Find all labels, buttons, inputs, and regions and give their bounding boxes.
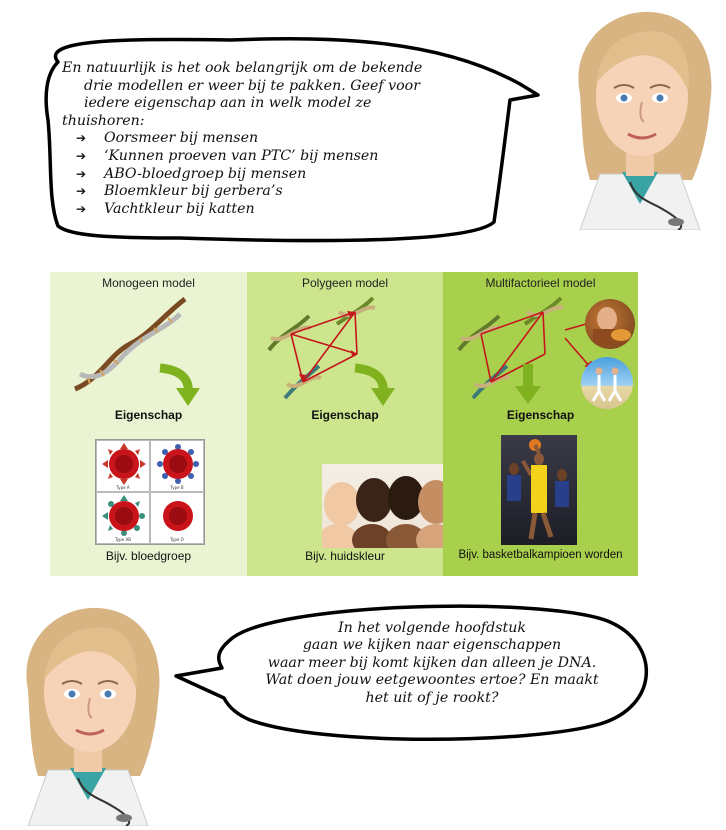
red-blood-cell-icon bbox=[151, 441, 205, 487]
blood-cell-a: Type A bbox=[96, 440, 150, 492]
bubble-intro-line-3: iedere eigenschap aan in welk model ze bbox=[84, 95, 372, 112]
speech-bubble-top-text bbox=[62, 60, 502, 218]
model-example-label: Bijv. huidskleur bbox=[305, 549, 385, 563]
bubble-intro-line-2: drie modellen er weer bij te pakken. Geef voor bbox=[84, 77, 421, 94]
model-column-monogenic bbox=[50, 272, 247, 576]
model-title: Monogeen model bbox=[102, 276, 195, 290]
blood-cell-ab: Type AB bbox=[96, 492, 150, 544]
blood-cell-b: Type B bbox=[150, 440, 204, 492]
model-trait-label: Eigenschap bbox=[311, 408, 379, 422]
arrow-right-icon: ➔ bbox=[76, 166, 87, 181]
arrow-right-icon: ➔ bbox=[76, 131, 87, 146]
arrow-curved-down-icon bbox=[156, 358, 206, 408]
bubble-line: Wat doen jouw eetgewoontes ertoe? En maakt bbox=[265, 672, 599, 689]
trait-list-item: ➔ ‘Kunnen proeven van PTC’ bij mensen bbox=[62, 148, 502, 166]
doctor-avatar-top bbox=[560, 4, 720, 230]
trait-list-item: ➔ Vachtkleur bij katten bbox=[62, 201, 502, 219]
bubble-line: In het volgende hoofdstuk bbox=[338, 620, 526, 636]
model-title: Polygeen model bbox=[301, 276, 389, 290]
bubble-intro-line-1: En natuurlijk is het ook belangrijk om de bekende bbox=[62, 60, 423, 76]
arrow-right-icon: ➔ bbox=[76, 148, 87, 163]
blood-type-grid bbox=[95, 439, 205, 545]
arrow-down-icon bbox=[515, 364, 541, 404]
trait-list bbox=[62, 130, 502, 218]
model-trait-label: Eigenschap bbox=[114, 408, 183, 422]
arrow-right-icon: ➔ bbox=[76, 201, 87, 216]
arrow-curved-down-icon bbox=[351, 358, 401, 408]
bubble-intro bbox=[62, 60, 502, 130]
basketball-photo bbox=[501, 435, 577, 545]
model-column-polygenic bbox=[247, 272, 443, 576]
bubble-line: waar meer bij komt kijken dan alleen je DNA. bbox=[267, 654, 597, 671]
model-column-multifactorial bbox=[443, 272, 638, 576]
speech-bubble-bottom-text bbox=[232, 620, 632, 707]
beach-exercise-photo bbox=[581, 357, 633, 409]
red-blood-cell-icon bbox=[151, 493, 205, 539]
model-title: Multifactorieel model bbox=[485, 276, 596, 290]
genetic-models-panel bbox=[50, 272, 638, 576]
model-trait-label: Eigenschap bbox=[506, 408, 575, 422]
model-example-label: Bijv. bloedgroep bbox=[105, 549, 192, 563]
dna-helix-network-icon bbox=[261, 294, 431, 404]
blood-cell-o: Type O bbox=[150, 492, 204, 544]
red-blood-cell-icon bbox=[97, 441, 151, 487]
model-example-label: Bijv. basketbalkampioen worden bbox=[458, 549, 623, 561]
doctor-avatar-bottom bbox=[8, 600, 168, 826]
arrow-right-icon: ➔ bbox=[76, 184, 87, 199]
trait-list-item: ➔ Oorsmeer bij mensen bbox=[62, 130, 502, 148]
trait-list-item: ➔ ABO-bloedgroep bij mensen bbox=[62, 166, 502, 184]
red-blood-cell-icon bbox=[97, 493, 151, 539]
trait-list-item: ➔ Bloemkleur bij gerbera’s bbox=[62, 183, 502, 201]
bubble-line: het uit of je rookt? bbox=[365, 689, 499, 706]
bubble-intro-line-4: thuishoren: bbox=[62, 112, 145, 129]
bubble-line: gaan we kijken naar eigenschappen bbox=[302, 637, 562, 654]
food-lifestyle-photo bbox=[585, 299, 635, 349]
